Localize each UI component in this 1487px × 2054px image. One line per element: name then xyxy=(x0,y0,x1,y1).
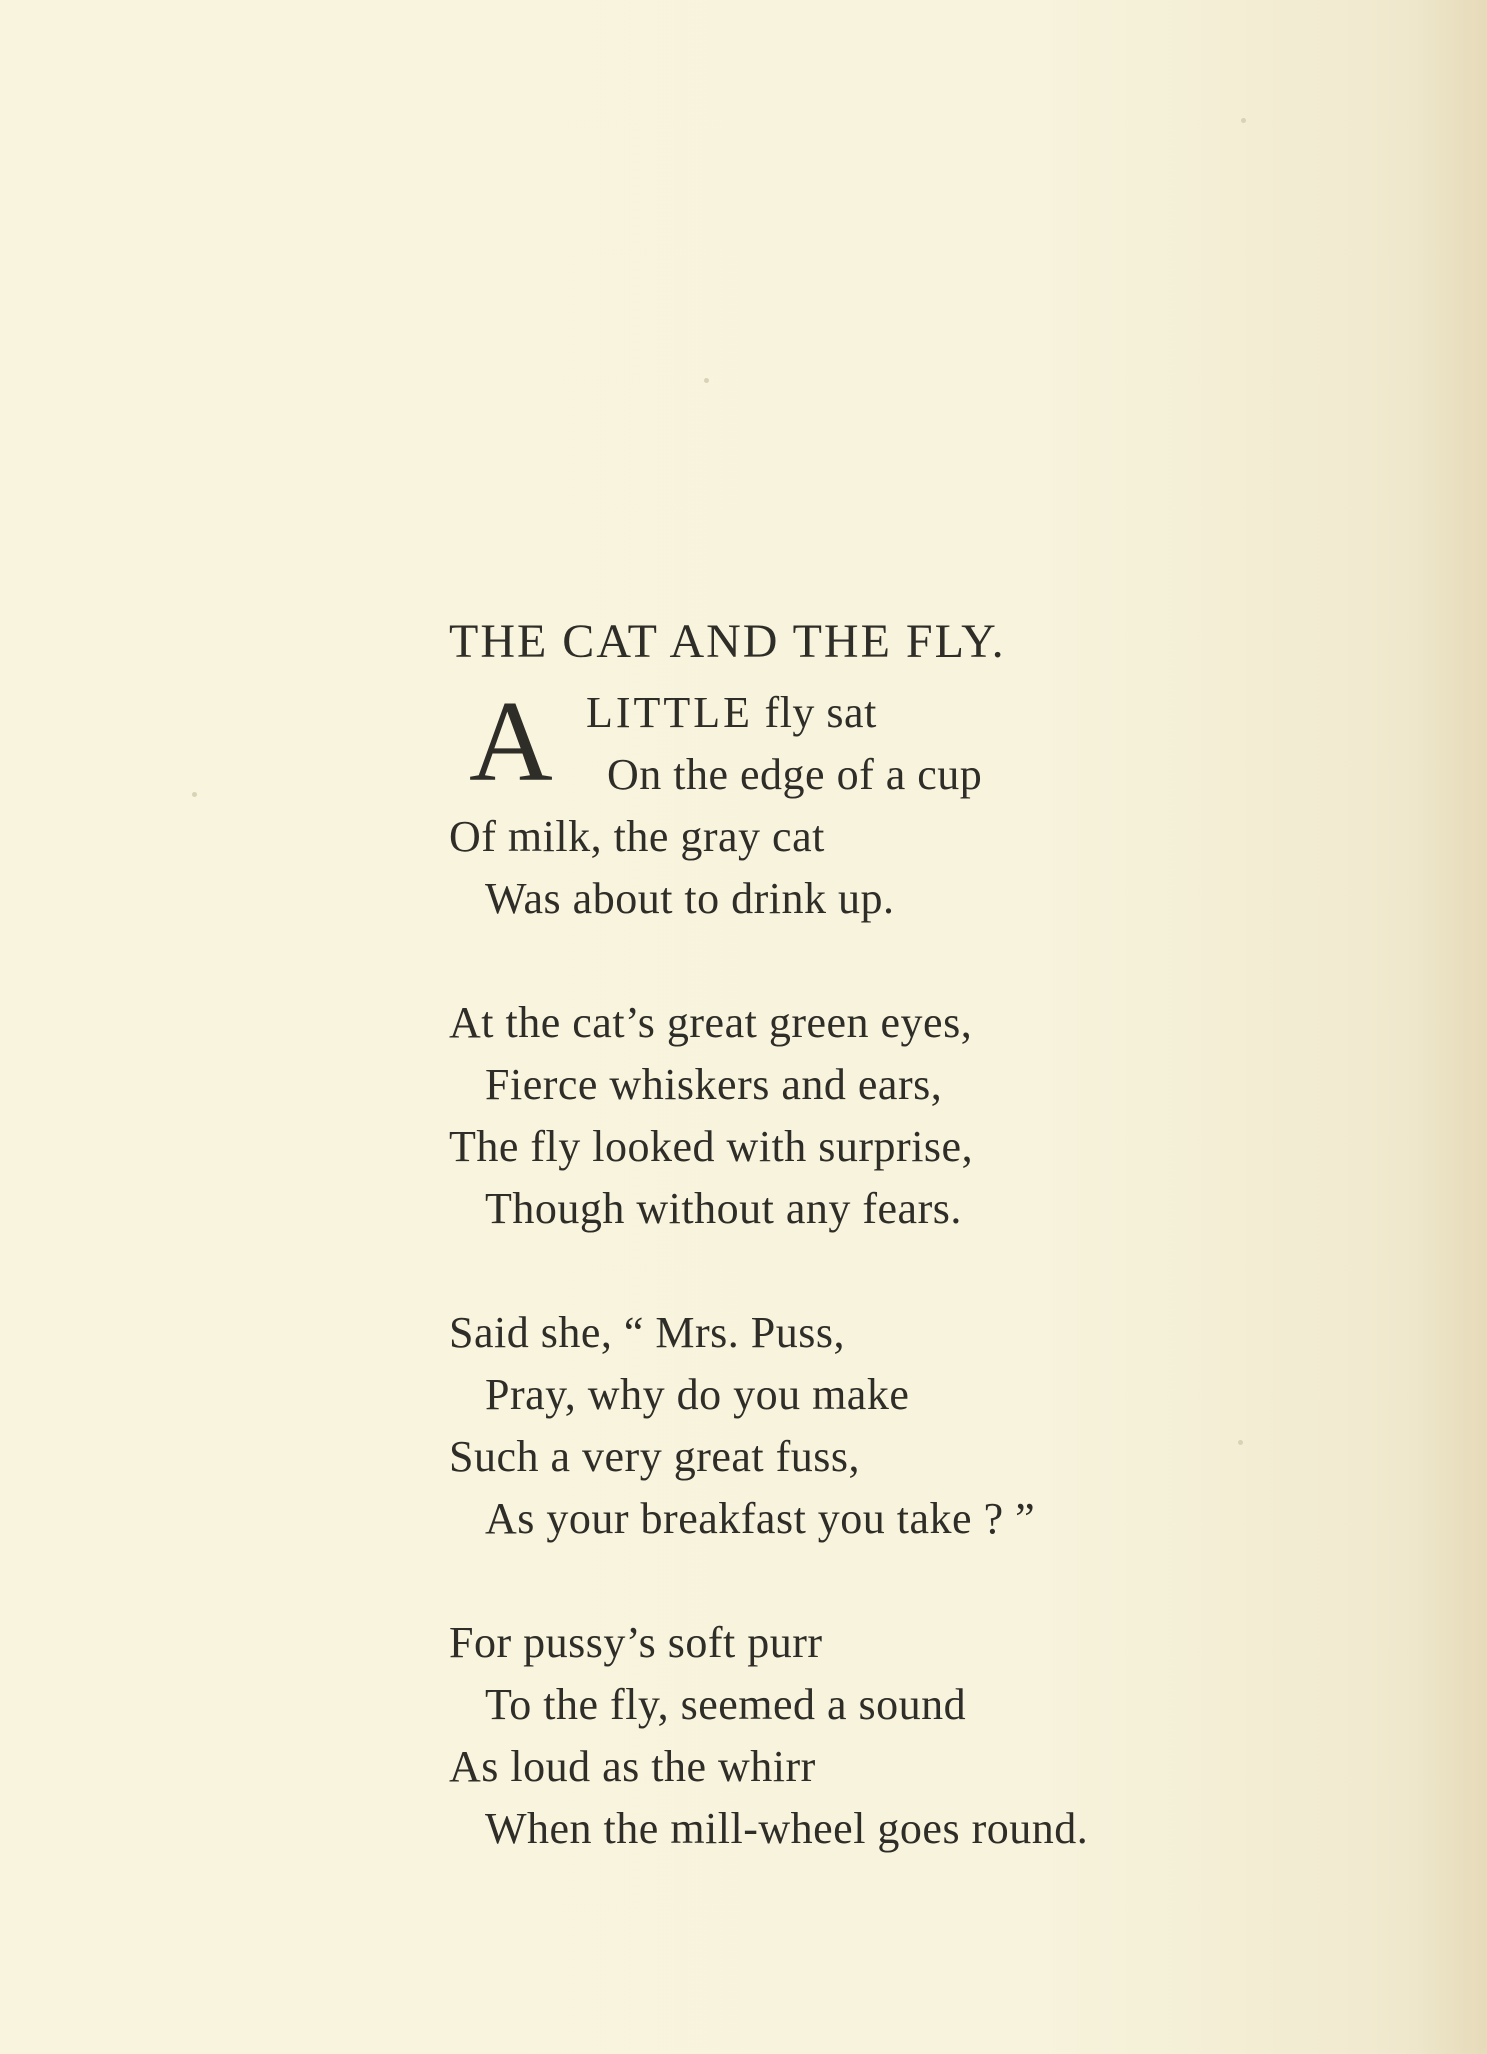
poem-title: THE CAT AND THE FLY. xyxy=(449,615,1006,668)
poem-line: To the fly, seemed a sound xyxy=(485,1680,967,1729)
poem-line: Said she, “ Mrs. Puss, xyxy=(449,1308,846,1357)
poem xyxy=(449,612,1349,1860)
stanza-3 xyxy=(449,1302,1349,1550)
poem-line: Pray, why do you make xyxy=(485,1370,910,1419)
poem-line: As your breakfast you take ? ” xyxy=(485,1494,1036,1543)
stanza-1 xyxy=(449,678,1349,930)
stanza-2 xyxy=(449,992,1349,1240)
poem-line: Fierce whiskers and ears, xyxy=(485,1060,943,1109)
poem-line: Such a very great fuss, xyxy=(449,1432,861,1481)
poem-line: As loud as the whirr xyxy=(449,1742,816,1791)
poem-line: When the mill-wheel goes round. xyxy=(485,1804,1089,1853)
paper-speck xyxy=(192,792,197,797)
poem-line: For pussy’s soft purr xyxy=(449,1618,823,1667)
poem-line: Of milk, the gray cat xyxy=(449,812,825,861)
stanza-gap xyxy=(449,930,1349,992)
opening-word: LITTLE xyxy=(586,688,754,737)
stanza-gap xyxy=(449,1240,1349,1302)
stanza-gap xyxy=(449,1550,1349,1612)
poem-line: The fly looked with surprise, xyxy=(449,1122,974,1171)
poem-line: Though without any fears. xyxy=(485,1184,962,1233)
drop-cap: A xyxy=(469,678,553,806)
poem-line: Was about to drink up. xyxy=(485,874,895,923)
paper-speck xyxy=(704,378,709,383)
paper-speck xyxy=(1241,118,1246,123)
poem-line: On the edge of a cup xyxy=(607,750,983,799)
poem-line xyxy=(449,682,1349,744)
poem-line: At the cat’s great green eyes, xyxy=(449,998,973,1047)
page-edge-shadow xyxy=(1417,0,1487,2054)
line-text: fly sat xyxy=(753,688,877,737)
stanza-4 xyxy=(449,1612,1349,1860)
